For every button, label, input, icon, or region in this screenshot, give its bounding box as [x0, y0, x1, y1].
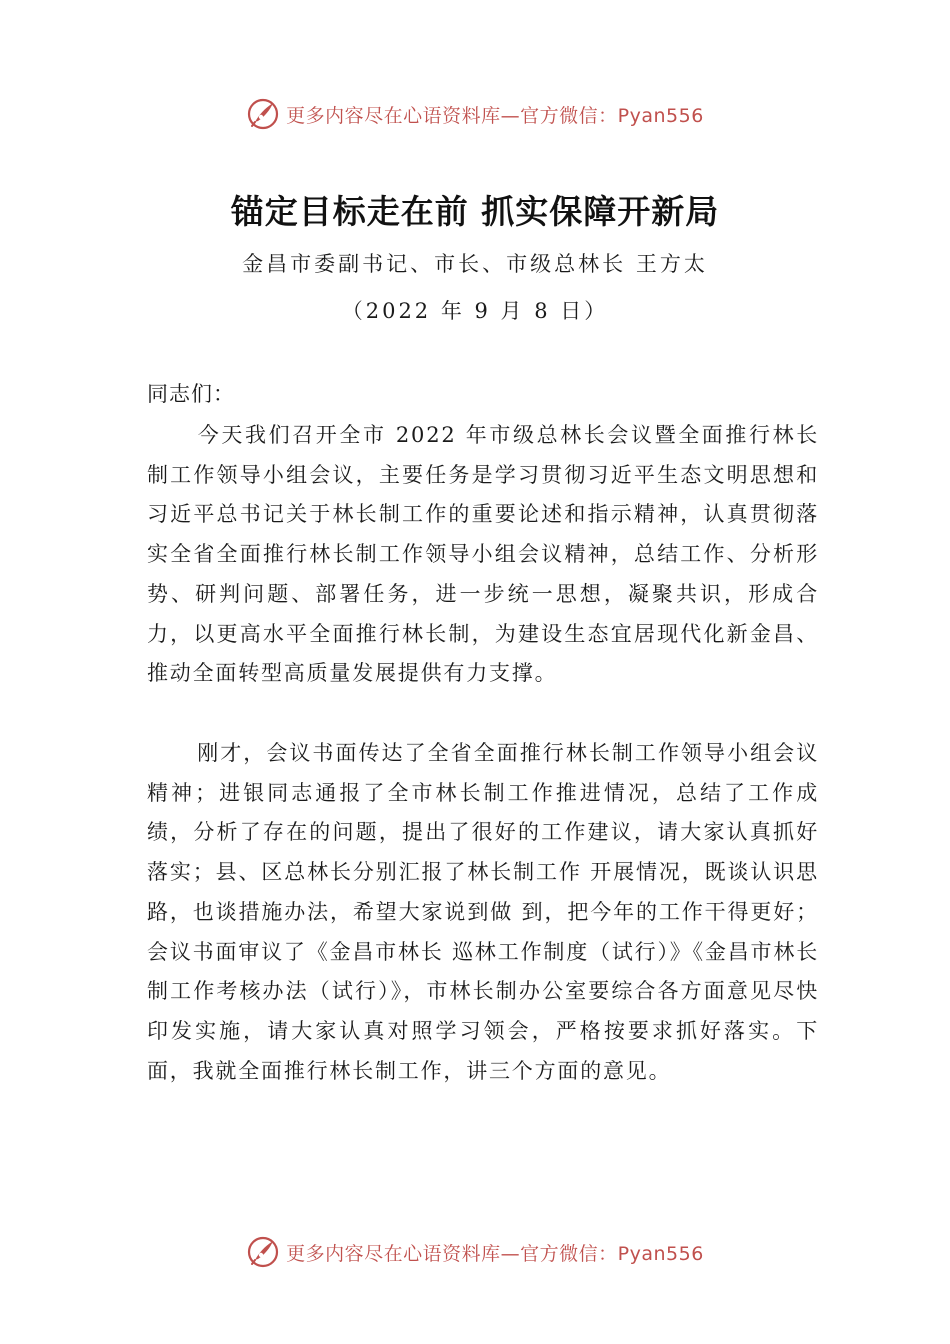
quill-logo-icon — [246, 97, 280, 131]
salutation: 同志们： — [147, 382, 235, 406]
body-paragraph — [147, 734, 819, 1091]
paragraph-text: 今天我们召开全市 2022 年市级总林长会议暨全面推行林长制工作领导小组会议，主要任务是学习贯彻习近平生态文明思想和习近平总书记关于林长制工作的重要论述和指示精神，认真贯彻落实全省全面推行林长制工作领导小组会议精神，总结工作、分析形势、研判问题、部署任务，进一步统一思想，凝聚共识，形成合力，以更高水平全面推行林长制，为建设生态宜居现代化新金昌、推动全面转型高质量发展提供有力支撑。 — [147, 423, 819, 686]
body-paragraph — [147, 416, 819, 694]
watermark-header — [0, 94, 950, 134]
watermark-text: 更多内容尽在心语资料库—官方微信：Pyan556 — [286, 104, 704, 127]
watermark-text: 更多内容尽在心语资料库—官方微信：Pyan556 — [286, 1242, 704, 1265]
watermark-footer — [0, 1232, 950, 1272]
quill-logo-icon — [246, 1235, 280, 1269]
document-author: 金昌市委副书记、市长、市级总林长 王方太 — [242, 252, 708, 276]
paragraph-text: 刚才，会议书面传达了全省全面推行林长制工作领导小组会议精神；进银同志通报了全市林长制工作推进情况，总结了工作成绩，分析了存在的问题，提出了很好的工作建议，请大家认真抓好落实；县、区总林长分别汇报了林长制工作 开展情况，既谈认识思路，也谈措施办法，希望大家说到做 到，把今年的工作干得更好；会议书面审议了《金昌市林长 巡林工作制度（试行）》《金昌市林长制工作考核办法（试行）》，市林长制办公室要综合各方面意见尽快印发实施，请大家认真对照学习领会，严格按要求抓好落实。下面，我就全面推行林长制工作，讲三个方面的意见。 — [147, 741, 819, 1083]
document-date: （2022 年 9 月 8 日） — [341, 299, 609, 323]
document-title: 锚定目标走在前 抓实保障开新局 — [230, 192, 720, 231]
